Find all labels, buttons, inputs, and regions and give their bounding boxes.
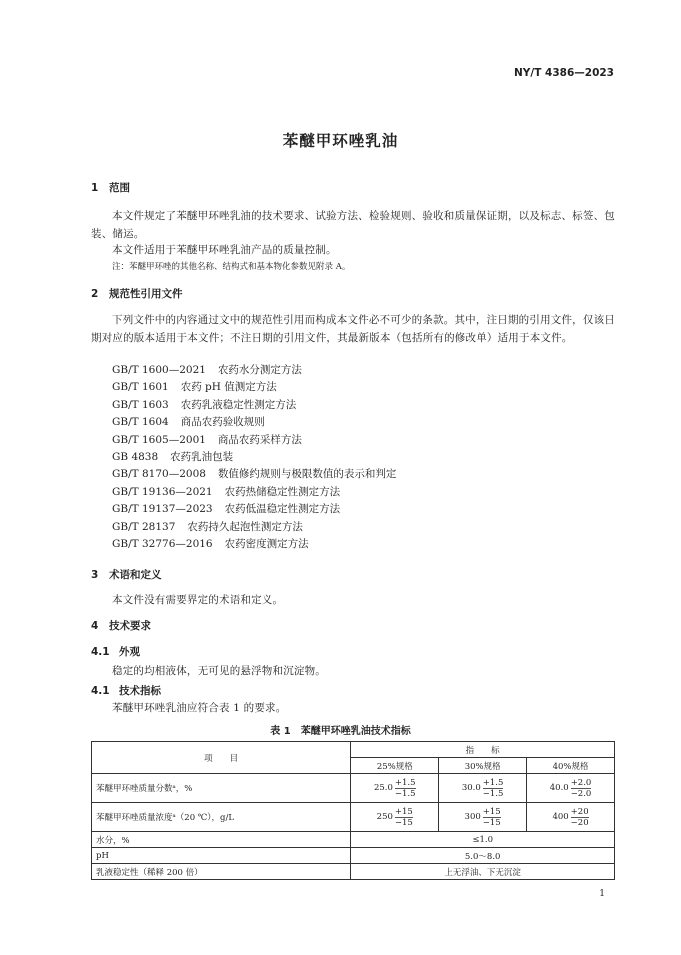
nominal-value: 40.0 [549, 783, 569, 793]
reference-item [112, 536, 396, 553]
references-intro: 下列文件中的内容通过文中的规范性引用而构成本文件必不可少的条款。其中，注日期的引用文件，仅该日期对应的版本适用于本文件；不注日期的引用文件，其最新版本（包括所有的修改单）适用于本文件。 [91, 314, 615, 344]
standard-number: NY/T 4386—2023 [514, 67, 614, 79]
reference-item [112, 501, 396, 518]
section-4-heading [91, 618, 151, 633]
spec-column-header: 30%规格 [439, 758, 527, 774]
terms-paragraph: 本文件没有需要界定的术语和定义。 [112, 594, 284, 606]
section-title: 外观 [119, 646, 140, 658]
reference-title: 农药低温稳定性测定方法 [224, 503, 341, 516]
reference-title: 农药热储稳定性测定方法 [224, 485, 341, 498]
upper-tolerance: +2.0 [570, 777, 592, 788]
nominal-value: 300 [464, 812, 481, 822]
reference-item [112, 379, 396, 396]
section-title: 规范性引用文件 [109, 288, 183, 300]
upper-tolerance: +1.5 [482, 777, 504, 788]
section-number: 4 [91, 620, 99, 632]
section-number: 1 [91, 182, 99, 194]
reference-code: GB/T 1604 [112, 416, 169, 429]
spec-value-cell [527, 774, 615, 803]
row-item-label: 乳液稳定性（稀释 200 倍） [92, 864, 351, 880]
upper-tolerance: +20 [570, 806, 589, 817]
appearance-paragraph: 稳定的均相液体，无可见的悬浮物和沉淀物。 [112, 665, 326, 677]
reference-title: 数值修约规则与极限数值的表示和判定 [217, 468, 397, 481]
table-row [92, 864, 615, 880]
scope-note: 注：苯醚甲环唑的其他名称、结构式和基本物化参数见附录 A。 [112, 262, 351, 272]
document-title: 苯醚甲环唑乳油 [282, 132, 399, 150]
reference-list [112, 362, 396, 553]
page-number: 1 [599, 889, 605, 899]
reference-code: GB/T 19137—2023 [112, 503, 213, 516]
reference-item [112, 466, 396, 483]
nominal-value: 400 [552, 812, 569, 822]
lower-tolerance: −1.5 [394, 788, 416, 799]
upper-tolerance: +15 [394, 806, 413, 817]
row-item-label: 苯醚甲环唑质量浓度ᵃ（20 ℃），g/L [92, 803, 351, 832]
reference-item [112, 484, 396, 501]
row-item-label: 苯醚甲环唑质量分数ᵃ，% [92, 774, 351, 803]
section-1-heading [91, 180, 130, 195]
reference-code: GB/T 19136—2021 [112, 485, 213, 498]
reference-item [112, 397, 396, 414]
table-row [92, 832, 615, 848]
section-number: 4.1 [91, 685, 110, 697]
row-item-label: 水分，% [92, 832, 351, 848]
spec-table [91, 741, 615, 880]
section-number: 2 [91, 288, 99, 300]
table-header-index: 指 标 [351, 742, 615, 758]
reference-item [112, 362, 396, 379]
nominal-value: 250 [376, 812, 393, 822]
reference-code: GB/T 28137 [112, 520, 176, 533]
section-number: 3 [91, 569, 99, 581]
section-title: 术语和定义 [109, 569, 162, 581]
reference-item [112, 432, 396, 449]
spec-paragraph: 苯醚甲环唑乳油应符合表 1 的要求。 [112, 702, 287, 714]
reference-title: 农药水分测定方法 [217, 364, 302, 376]
spec-value-cell [527, 803, 615, 832]
table-row [92, 848, 615, 864]
reference-code: GB/T 1600—2021 [112, 364, 206, 376]
reference-title: 农药 pH 值测定方法 [180, 381, 277, 394]
reference-item [112, 519, 396, 536]
reference-title: 商品农药采样方法 [217, 433, 302, 446]
row-item-label: pH [92, 848, 351, 864]
reference-code: GB/T 8170—2008 [112, 468, 206, 481]
section-3-heading [91, 567, 162, 582]
spec-value-cell [351, 803, 439, 832]
scope-paragraph-2: 本文件适用于苯醚甲环唑乳油产品的质量控制。 [112, 244, 337, 256]
upper-tolerance: +15 [482, 806, 501, 817]
section-2-heading [91, 286, 183, 301]
spec-column-header: 40%规格 [527, 758, 615, 774]
nominal-value: 30.0 [461, 783, 481, 793]
reference-code: GB/T 1605—2001 [112, 433, 206, 446]
spec-column-header: 25%规格 [351, 758, 439, 774]
section-4-1-heading [91, 644, 140, 659]
table-caption: 表 1 苯醚甲环唑乳油技术指标 [270, 726, 411, 737]
section-title: 技术指标 [119, 685, 161, 697]
table-row [92, 774, 615, 803]
lower-tolerance: −1.5 [482, 788, 504, 799]
reference-title: 农药乳液稳定性测定方法 [180, 398, 297, 411]
reference-code: GB 4838 [112, 450, 159, 463]
upper-tolerance: +1.5 [394, 777, 416, 788]
spec-value-cell [439, 774, 527, 803]
reference-item [112, 449, 396, 466]
section-4-2-heading [91, 683, 161, 698]
reference-title: 农药乳油包装 [170, 450, 234, 463]
reference-title: 农药持久起泡性测定方法 [187, 520, 303, 533]
lower-tolerance: −2.0 [570, 788, 592, 799]
merged-value-cell: 上无浮油、下无沉淀 [351, 864, 615, 880]
lower-tolerance: −15 [394, 817, 413, 828]
reference-title: 商品农药验收规则 [180, 416, 265, 429]
reference-code: GB/T 32776—2016 [112, 537, 213, 550]
spec-value-cell [351, 774, 439, 803]
section-title: 范围 [109, 182, 130, 194]
reference-item [112, 414, 396, 431]
lower-tolerance: −20 [570, 817, 589, 828]
reference-code: GB/T 1601 [112, 381, 169, 394]
reference-code: GB/T 1603 [112, 398, 169, 411]
lower-tolerance: −15 [482, 817, 501, 828]
scope-paragraph-1: 本文件规定了苯醚甲环唑乳油的技术要求、试验方法、检验规则、验收和质量保证期，以及标志、标签、包装、储运。 [91, 210, 615, 240]
table-row [92, 803, 615, 832]
reference-title: 农药密度测定方法 [224, 537, 309, 550]
nominal-value: 25.0 [373, 783, 393, 793]
section-number: 4.1 [91, 646, 110, 658]
merged-value-cell: ≤1.0 [351, 832, 615, 848]
spec-value-cell [439, 803, 527, 832]
section-title: 技术要求 [109, 620, 151, 632]
table-header-item: 项 目 [92, 742, 351, 774]
merged-value-cell: 5.0～8.0 [351, 848, 615, 864]
